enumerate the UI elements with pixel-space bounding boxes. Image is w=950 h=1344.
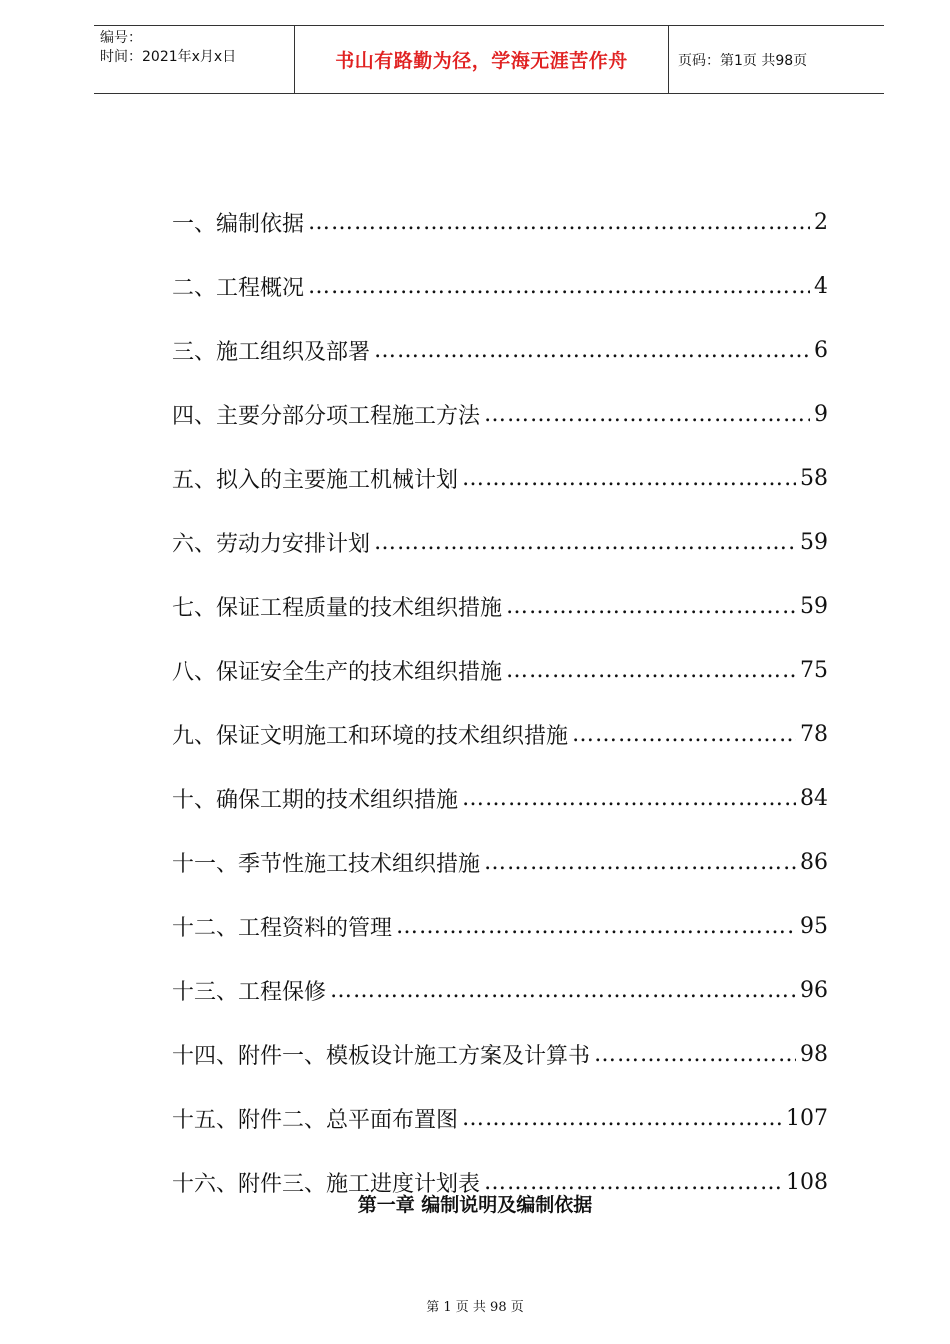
toc-item-title: 编制依据 bbox=[216, 211, 305, 237]
toc-item-title: 工程资料的管理 bbox=[238, 915, 393, 941]
toc-leader-dots bbox=[374, 530, 796, 555]
toc-item-page: 59 bbox=[800, 529, 828, 555]
toc-item[interactable] bbox=[172, 318, 828, 382]
page-header bbox=[94, 25, 884, 94]
toc-leader-dots bbox=[308, 274, 810, 299]
page-footer: 第 1 页 共 98 页 bbox=[426, 1300, 524, 1315]
toc-item-title: 保证文明施工和环境的技术组织措施 bbox=[216, 723, 569, 749]
toc-leader-dots bbox=[462, 1106, 782, 1131]
toc-leader-dots bbox=[484, 402, 810, 427]
toc-item-title: 附件三、施工进度计划表 bbox=[238, 1171, 481, 1197]
toc-item-page: 4 bbox=[814, 273, 828, 299]
toc-item-page: 2 bbox=[814, 209, 828, 235]
toc-leader-dots bbox=[572, 722, 796, 747]
toc-item-page: 84 bbox=[800, 785, 828, 811]
toc-item-page: 96 bbox=[800, 977, 828, 1003]
toc-item-page: 78 bbox=[800, 721, 828, 747]
toc-item-number: 十、 bbox=[172, 787, 217, 813]
toc-item-title: 施工组织及部署 bbox=[216, 339, 371, 365]
toc-item-number: 九、 bbox=[172, 723, 217, 749]
toc-item[interactable] bbox=[172, 638, 828, 702]
toc-item-title: 附件二、总平面布置图 bbox=[238, 1107, 459, 1133]
toc-leader-dots bbox=[374, 338, 810, 363]
toc-item-title: 劳动力安排计划 bbox=[216, 531, 371, 557]
toc-item-page: 6 bbox=[814, 337, 828, 363]
chapter-heading: 第一章 编制说明及编制依据 bbox=[357, 1194, 593, 1216]
toc-leader-dots bbox=[308, 210, 810, 235]
toc-item-number: 七、 bbox=[172, 595, 217, 621]
toc-item-title: 季节性施工技术组织措施 bbox=[238, 851, 481, 877]
toc-item-number: 一、 bbox=[172, 211, 217, 237]
toc-item-page: 95 bbox=[800, 913, 828, 939]
toc-leader-dots bbox=[396, 914, 796, 939]
toc-item-number: 八、 bbox=[172, 659, 217, 685]
header-motto: 书山有路勤为径，学海无涯苦作舟 bbox=[335, 50, 628, 72]
toc-item-title: 保证工程质量的技术组织措施 bbox=[216, 595, 503, 621]
toc-item[interactable] bbox=[172, 254, 828, 318]
table-of-contents bbox=[172, 190, 828, 1214]
toc-item-title: 附件一、模板设计施工方案及计算书 bbox=[238, 1043, 591, 1069]
toc-item-page: 86 bbox=[800, 849, 828, 875]
toc-item-page: 59 bbox=[800, 593, 828, 619]
toc-item-title: 工程概况 bbox=[216, 275, 305, 301]
toc-item-title: 工程保修 bbox=[238, 979, 327, 1005]
toc-leader-dots bbox=[462, 786, 796, 811]
toc-item-number: 十三、 bbox=[172, 979, 239, 1005]
toc-item[interactable] bbox=[172, 1086, 828, 1150]
toc-leader-dots bbox=[330, 978, 796, 1003]
document-number-label: 编号： bbox=[100, 30, 142, 46]
toc-item-number: 五、 bbox=[172, 467, 217, 493]
toc-leader-dots bbox=[506, 658, 796, 683]
toc-item[interactable] bbox=[172, 766, 828, 830]
toc-item[interactable] bbox=[172, 830, 828, 894]
toc-item-page: 108 bbox=[786, 1169, 828, 1195]
toc-item-number: 十一、 bbox=[172, 851, 239, 877]
toc-item-page: 58 bbox=[800, 465, 828, 491]
toc-item-page: 9 bbox=[814, 401, 828, 427]
toc-leader-dots bbox=[484, 850, 796, 875]
header-motto-cell bbox=[294, 26, 669, 93]
toc-item-number: 十二、 bbox=[172, 915, 239, 941]
toc-item-title: 保证安全生产的技术组织措施 bbox=[216, 659, 503, 685]
header-page-info: 页码：第1页 共98页 bbox=[678, 52, 808, 69]
toc-item[interactable] bbox=[172, 574, 828, 638]
toc-item[interactable] bbox=[172, 510, 828, 574]
toc-item-page: 107 bbox=[786, 1105, 828, 1131]
toc-item-title: 主要分部分项工程施工方法 bbox=[216, 403, 481, 429]
toc-item[interactable] bbox=[172, 1022, 828, 1086]
toc-leader-dots bbox=[506, 594, 796, 619]
toc-item-number: 六、 bbox=[172, 531, 217, 557]
header-meta bbox=[94, 26, 300, 93]
toc-item-page: 98 bbox=[800, 1041, 828, 1067]
toc-item-title: 拟入的主要施工机械计划 bbox=[216, 467, 459, 493]
toc-item-number: 十四、 bbox=[172, 1043, 239, 1069]
toc-leader-dots bbox=[594, 1042, 796, 1067]
toc-item[interactable] bbox=[172, 446, 828, 510]
toc-item-title: 确保工期的技术组织措施 bbox=[216, 787, 459, 813]
document-time: 时间：2021年x月x日 bbox=[100, 49, 237, 65]
toc-item[interactable] bbox=[172, 702, 828, 766]
toc-item-number: 十六、 bbox=[172, 1171, 239, 1197]
toc-item-number: 三、 bbox=[172, 339, 217, 365]
toc-leader-dots bbox=[462, 466, 796, 491]
toc-item[interactable] bbox=[172, 958, 828, 1022]
toc-item-page: 75 bbox=[800, 657, 828, 683]
toc-item[interactable] bbox=[172, 894, 828, 958]
toc-item-number: 二、 bbox=[172, 275, 217, 301]
toc-item-number: 四、 bbox=[172, 403, 217, 429]
toc-item[interactable] bbox=[172, 190, 828, 254]
toc-item-number: 十五、 bbox=[172, 1107, 239, 1133]
toc-item[interactable] bbox=[172, 382, 828, 446]
